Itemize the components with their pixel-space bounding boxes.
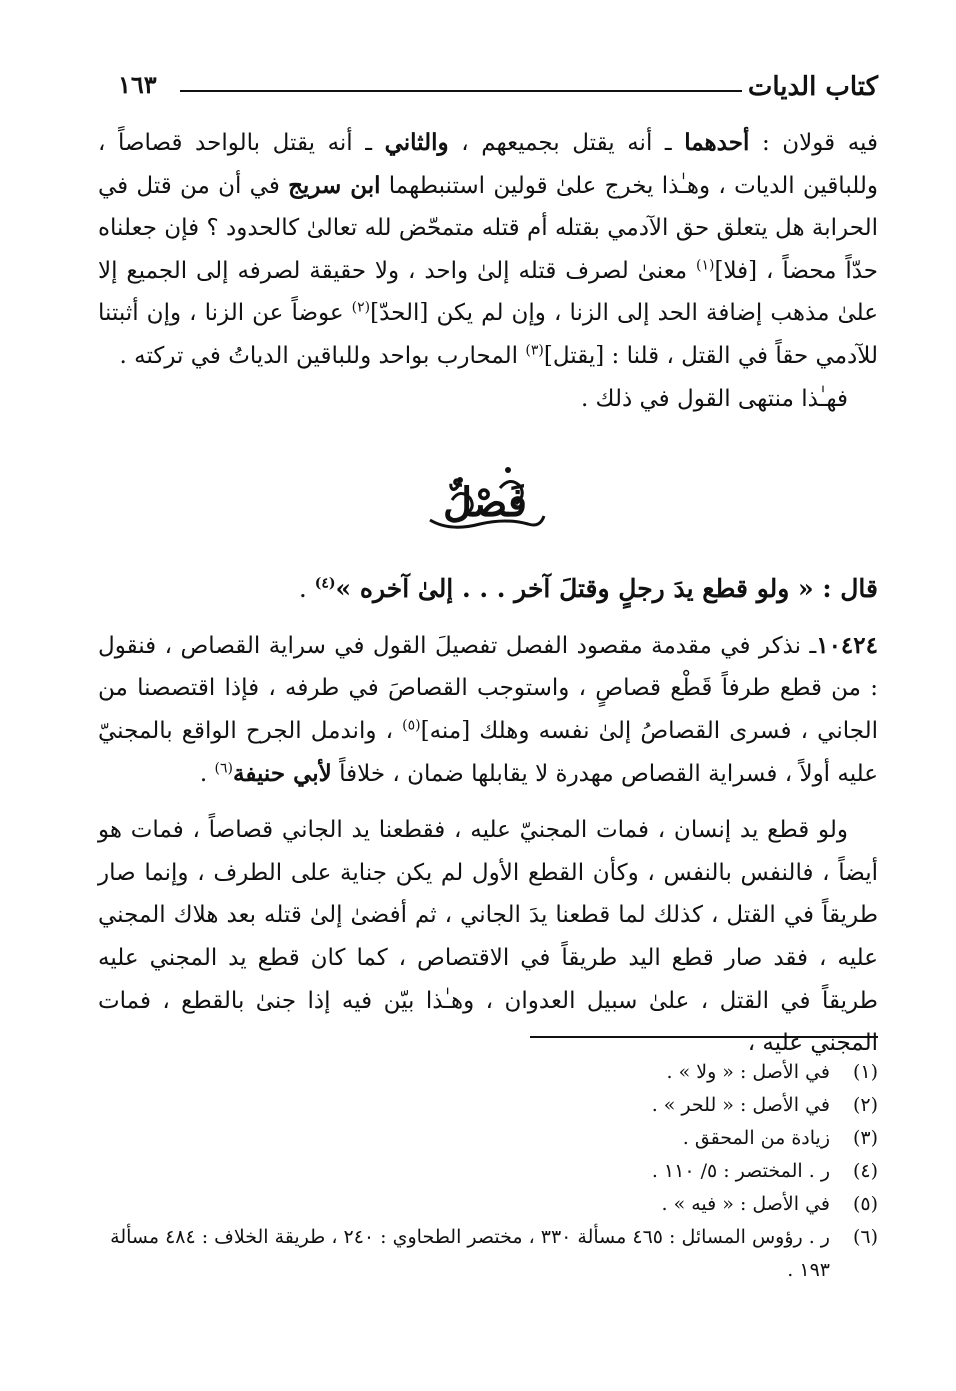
page-header [118, 68, 878, 108]
quoted-statement: قال : « ولو قطع يدَ رجلٍ وقتلَ آخر . . . إلىٰ آخره »$^{(٤)}$ . [298, 574, 878, 604]
paragraph-4: ولو قطع يد إنسان ، فمات المجنيّ عليه ، فقطعنا يد الجاني قصاصاً ، فمات هو أيضاً ، فالنفس بالنفس ، وكأن القطع الأول لم يكن جناية على الطرف ، وإنما صار طريقاً في القتل ، كذلك لما قطعنا يدَ الجاني ، ثم أفضىٰ إلىٰ قتله بعد هلاك المجني عليه ، فقد صار قطع اليد طريقاً في الاقتصاص ، كما كان قطع يد المجني عليه طريقاً في القتل ، علىٰ سبيل العدوان ، وهـٰذا بيّن فيه إذا جنىٰ بالقطع ، فمات المجني عليه ، [98, 817, 878, 1057]
footnote-ref: (١) [696, 257, 715, 274]
footnote: (٤) ر . المختصر : ٥/ ١١٠ . [651, 1160, 878, 1182]
footnote-rule [530, 1036, 878, 1038]
footnotes [98, 1056, 878, 1287]
paragraph-number: ١٠٤٢٤ [816, 631, 878, 659]
fasl-heading-ornament [410, 458, 560, 548]
page-number: ١٦٣ [118, 70, 157, 99]
paragraph-1: فيه قولان : أحدهما ـ أنه يقتل بجميعهم ، والثاني ـ أنه يقتل بالواحد قصاصاً ، وللباقين الديات ، وهـٰذا يخرج علىٰ قولين استنبطهما ابن سريج في أن من قتل في الحرابة هل يتعلق حق الآدمي بقتله أم قتله متمحّض لله تعالىٰ كالحدود ؟ فإن جعلناه حدّاً محضاً ، [فلا]$^{(١)}$ معنىٰ لصرف قتله إلىٰ واحد ، ولا حقيقة لصرفه إلى الجميع إلا علىٰ مذهب إضافة الحد إلى الزنا ، وإن لم يكن [الحدّ]$^{(٢)}$ عوضاً عن الزنا ، وإن أثبتنا للآدمي حقاً في القتل ، قلنا : [يقتل]$^{(٣)}$ المحارب بواحد وللباقين الدياتُ في تركته . [98, 129, 878, 369]
footnote-ref: (٣) [525, 342, 544, 359]
footnote-ref: (٤) [314, 575, 336, 592]
footnote-ref: (٥) [402, 717, 421, 734]
paragraph-3: ١٠٤٢٤ـ نذكر في مقدمة مقصود الفصل تفصيلَ القول في سراية القصاص ، فنقول : من قطع طرفاً قَطْع قصاصٍ ، واستوجب القصاصَ في طرفه ، فإذا اقتصصنا من الجاني ، فسرى القصاصُ إلىٰ نفسه وهلك [منه]$^{(٥)}$ ، واندمل الجرح الواقع بالمجنيّ عليه أولاً ، فسراية القصاص مهدرة لا يقابلها ضمان ، خلافاً لأبي حنيفة$^{(٦)}$ . [98, 631, 879, 787]
footnote: (٣) زيادة من المحقق . [682, 1127, 878, 1149]
footnote-ref: (٦) [214, 759, 234, 776]
footnote-ref: (٢) [351, 299, 371, 316]
running-title: كتاب الديات [747, 72, 878, 102]
footnote: (٥) في الأصل : « فيه » . [661, 1193, 878, 1215]
main-text [98, 122, 878, 1065]
footnote: (١) في الأصل : « ولا » . [666, 1061, 878, 1083]
header-rule [180, 90, 742, 92]
calligraphy-ornament [410, 458, 560, 548]
paragraph-2: فهـٰذا منتهى القول في ذلك . [580, 385, 848, 412]
footnote: (٦) ر . رؤوس المسائل : ٤٦٥ مسألة ٣٣٠ ، مختصر الطحاوي : ٢٤٠ ، طريقة الخلاف : ٤٨٤ مسألة ١٩٣ . [110, 1226, 878, 1281]
svg-text:فَصْلٌ: فَصْلٌ [442, 479, 528, 526]
footnote: (٢) في الأصل : « للحر » . [651, 1094, 878, 1116]
